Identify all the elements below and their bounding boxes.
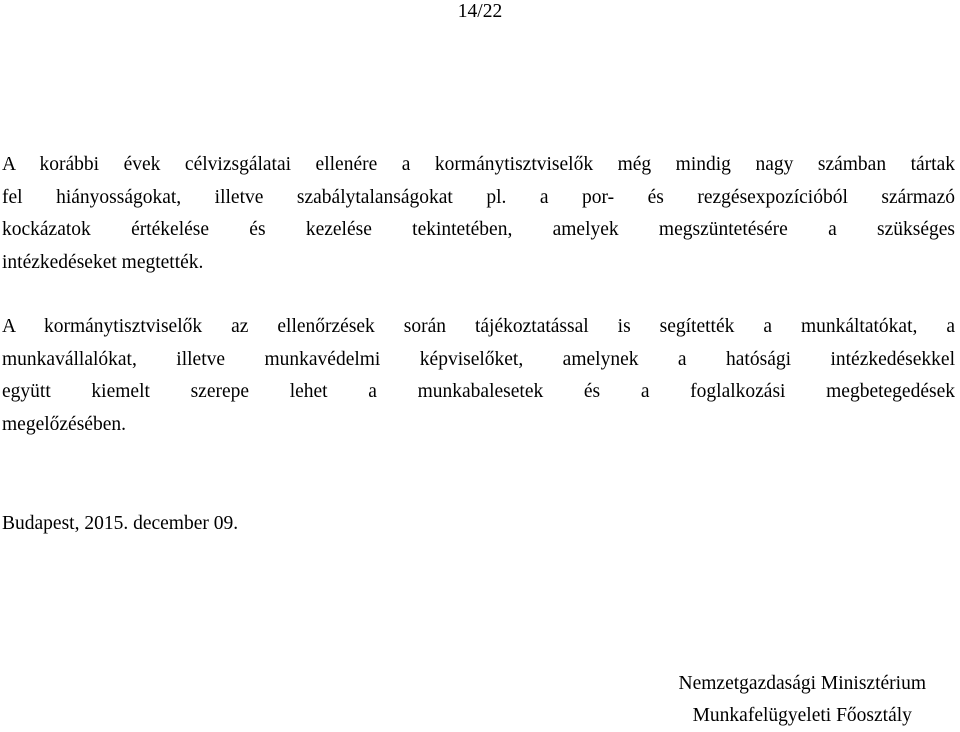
text-line: munkavállalókat, illetve munkavédelmi képviselőket, amelynek a hatósági intézkedésekkel (2, 348, 955, 370)
text-line: A kormánytisztviselők az ellenőrzések során tájékoztatással is segítették a munkáltatókat, a (2, 316, 955, 337)
text-line: együtt kiemelt szerepe lehet a munkabalesetek és a foglalkozási megbetegedések (2, 381, 955, 402)
paragraph-information (2, 311, 955, 441)
text-line: megelőzésében. (2, 413, 126, 435)
paragraph-findings (2, 149, 955, 279)
page-number: 14/22 (457, 1, 503, 22)
signature-block (679, 668, 926, 732)
text-line: kockázatok értékelése és kezelése tekintetében, amelyek megszüntetésére a szükséges (2, 219, 955, 240)
text-line: A korábbi évek célvizsgálatai ellenére a kormánytisztviselők még mindig nagy számban tártak (2, 154, 955, 175)
signature-ministry: Nemzetgazdasági Minisztérium (678, 673, 926, 694)
text-line: intézkedéseket megtették. (2, 251, 204, 273)
signature-department: Munkafelügyeleti Főosztály (692, 705, 912, 726)
place-date: Budapest, 2015. december 09. (2, 513, 239, 534)
text-line: fel hiányosságokat, illetve szabálytalanságokat pl. a por- és rezgésexpozícióból származó (2, 186, 955, 208)
